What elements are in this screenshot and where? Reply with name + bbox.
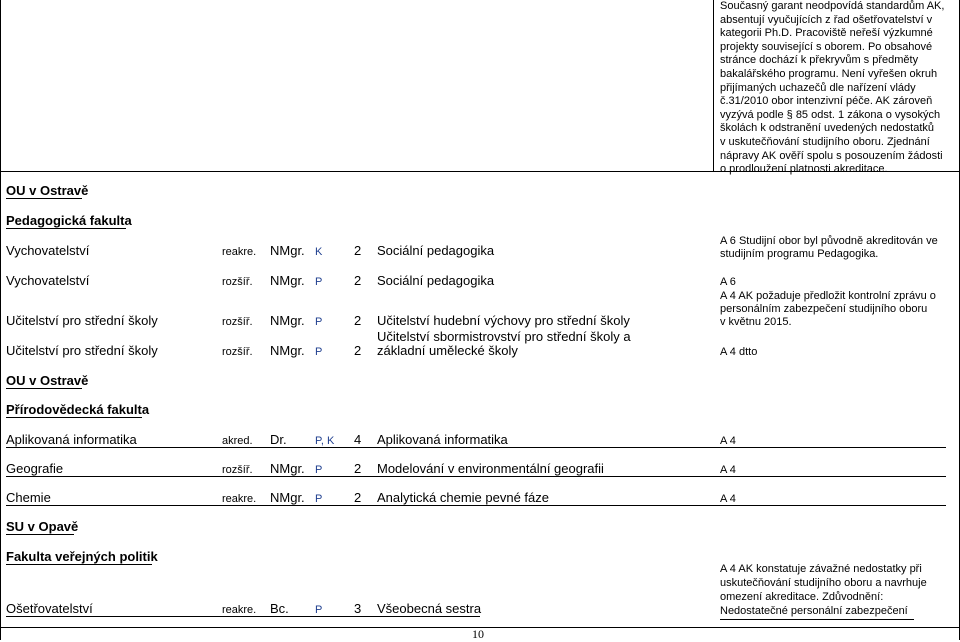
decision: A 4 <box>720 435 736 447</box>
study-years: 2 <box>354 313 362 328</box>
decision-note-line: uskutečňování studijního oboru a navrhuje <box>720 577 927 589</box>
note-line: školách k odstranění uvedených nedostatků <box>720 122 935 135</box>
faculty-heading: Přírodovědecká fakulta <box>6 402 150 417</box>
study-form: P, K <box>315 435 335 447</box>
program-name: Ošetřovatelství <box>6 601 93 616</box>
program-name: Chemie <box>6 490 51 505</box>
heading-underline <box>6 534 74 535</box>
study-years: 2 <box>354 461 362 476</box>
decision: A 4 dtto <box>720 346 758 358</box>
note-line: bakalářského programu. Není vyřešen okruh <box>720 67 938 80</box>
program-name: Aplikovaná informatika <box>6 432 137 447</box>
page-number: 10 <box>472 627 484 641</box>
decision-note-line: Nedostatečné personální zabezpečení <box>720 605 908 617</box>
note-line: kategorii Ph.D. Pracoviště neřeší výzkumné <box>720 27 933 40</box>
program-name: Vychovatelství <box>6 273 90 288</box>
decision: A 4 <box>720 493 736 505</box>
row-underline <box>6 616 480 617</box>
degree: Dr. <box>270 432 287 447</box>
study-form: P <box>315 493 323 505</box>
heading-underline <box>6 198 82 199</box>
decision-note-line: A 4 AK konstatuje závažné nedostatky při <box>720 563 922 575</box>
study-field: Všeobecná sestra <box>377 601 482 616</box>
study-form: K <box>315 246 323 258</box>
heading-underline <box>6 228 126 229</box>
study-field: Sociální pedagogika <box>377 243 495 258</box>
study-field: Učitelství hudební výchovy pro střední školy <box>377 313 630 328</box>
program-name: Učitelství pro střední školy <box>6 343 158 358</box>
degree: NMgr. <box>270 313 305 328</box>
accreditation-type: akred. <box>222 435 253 447</box>
accreditation-type: rozšíř. <box>222 276 253 288</box>
note-line: Současný garant neodpovídá standardům AK, <box>720 0 945 12</box>
study-field: Modelování v environmentální geografii <box>377 461 604 476</box>
heading-underline <box>6 417 142 418</box>
faculty-heading: Fakulta veřejných politik <box>6 549 158 564</box>
study-years: 2 <box>354 343 362 358</box>
note-line: v uskutečňování studijního oboru. Zjednání <box>720 135 930 148</box>
study-form: P <box>315 346 323 358</box>
accreditation-type: rozšíř. <box>222 464 253 476</box>
note-line: o prodloužení platnosti akreditace. <box>720 163 888 176</box>
decision: A 6 <box>720 276 736 288</box>
program-name: Učitelství pro střední školy <box>6 313 158 328</box>
decision-note-line: A 4 AK požaduje předložit kontrolní zprávu o <box>720 290 936 302</box>
top-note <box>720 0 958 177</box>
study-field: Aplikovaná informatika <box>377 432 508 447</box>
program-name: Vychovatelství <box>6 243 90 258</box>
study-years: 4 <box>354 432 362 447</box>
note-underline <box>720 619 914 620</box>
study-years: 2 <box>354 273 362 288</box>
decision-note-line: personálním zabezpečení studijního oboru <box>720 303 928 315</box>
university-heading: SU v Opavě <box>6 519 79 534</box>
faculty-heading: Pedagogická fakulta <box>6 213 132 228</box>
accreditation-type: reakre. <box>222 246 257 258</box>
note-line: stránce dochází k překryvům s předměty <box>720 54 919 67</box>
study-form: P <box>315 464 323 476</box>
accreditation-type: rozšíř. <box>222 316 253 328</box>
note-line: č.31/2010 obor intenzivní péče. AK zároveň <box>720 95 933 108</box>
study-field: Sociální pedagogika <box>377 273 495 288</box>
note-line: vyzývá podle § 85 odst. 1 zákona o vysokých <box>720 108 941 121</box>
accreditation-type: rozšíř. <box>222 346 253 358</box>
university-heading: OU v Ostravě <box>6 183 89 198</box>
program-name: Geografie <box>6 461 64 476</box>
study-field-line: Učitelství sbormistrovství pro střední školy a <box>377 329 631 344</box>
note-line: nápravy AK ověří spolu s posouzením žádosti <box>720 149 943 162</box>
decision-note-line: A 6 Studijní obor byl původně akreditován ve <box>720 235 938 247</box>
university-heading: OU v Ostravě <box>6 373 89 388</box>
decision: A 4 <box>720 464 736 476</box>
note-column-divider <box>713 0 714 172</box>
row-underline <box>6 505 946 506</box>
accreditation-type: reakre. <box>222 604 257 616</box>
decision-note-line: omezení akreditace. Zdůvodnění: <box>720 591 884 603</box>
degree: NMgr. <box>270 343 305 358</box>
study-years: 2 <box>354 490 362 505</box>
study-years: 3 <box>354 601 362 616</box>
note-line: projekty související s oborem. Po obsahové <box>720 40 933 53</box>
study-form: P <box>315 604 323 616</box>
study-field: Analytická chemie pevné fáze <box>377 490 549 505</box>
degree: NMgr. <box>270 243 305 258</box>
degree: Bc. <box>270 601 289 616</box>
degree: NMgr. <box>270 273 305 288</box>
decision-note-line: studijním programu Pedagogika. <box>720 248 879 260</box>
row-underline <box>6 447 946 448</box>
study-field-line: základní umělecké školy <box>377 343 518 358</box>
note-line: absentují vyučujících z řad ošetřovatelství v <box>720 13 933 26</box>
note-line: přijímaných uchazečů dle nařízení vlády <box>720 81 916 94</box>
left-border <box>0 0 1 640</box>
row-underline <box>6 476 946 477</box>
heading-underline <box>6 564 152 565</box>
study-years: 2 <box>354 243 362 258</box>
study-form: P <box>315 276 323 288</box>
decision-note-line: v květnu 2015. <box>720 316 792 328</box>
heading-underline <box>6 388 82 389</box>
degree: NMgr. <box>270 461 305 476</box>
accreditation-type: reakre. <box>222 493 257 505</box>
degree: NMgr. <box>270 490 305 505</box>
study-form: P <box>315 316 323 328</box>
